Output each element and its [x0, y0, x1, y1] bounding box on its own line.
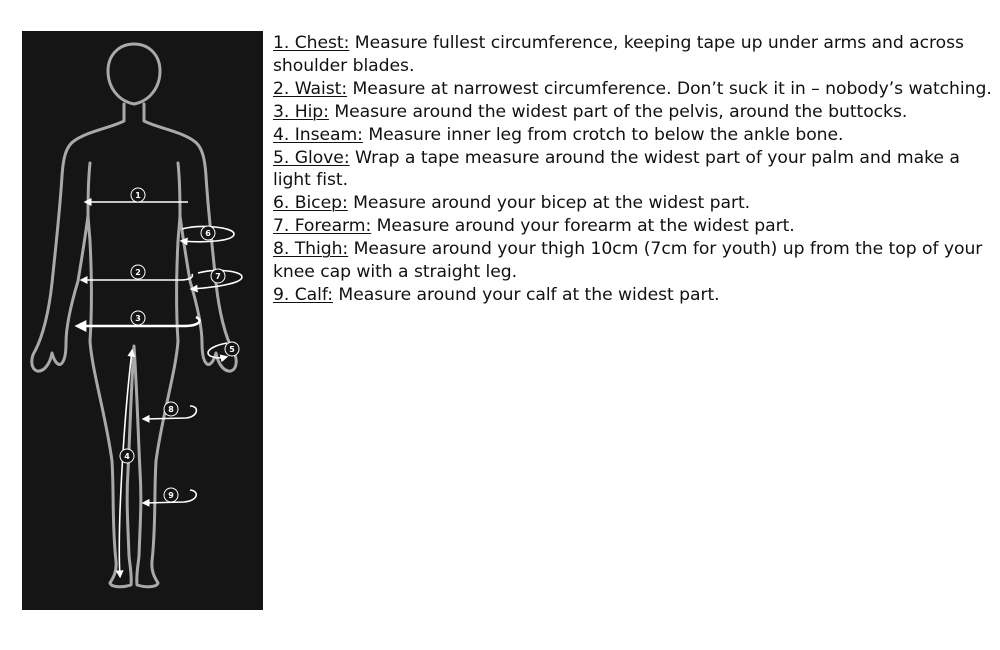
callout-calf — [164, 488, 178, 502]
instruction-label-thigh: 8. Thigh: — [273, 239, 349, 260]
instruction-label-chest: 1. Chest: — [273, 33, 350, 53]
instruction-calf — [273, 284, 993, 307]
callout-bicep — [201, 226, 215, 240]
instruction-thigh — [273, 238, 993, 284]
callout-forearm — [211, 269, 225, 283]
instruction-bicep — [273, 192, 993, 215]
instruction-label-waist: 2. Waist: — [273, 78, 348, 99]
instruction-glove — [273, 147, 993, 193]
callout-glove — [225, 342, 239, 356]
instruction-text-chest: Measure fullest circumference, keeping tape up under arms and across shoulder blades. — [273, 33, 964, 76]
callout-chest — [131, 188, 145, 202]
instruction-label-glove: 5. Glove: — [273, 147, 350, 168]
callout-hip — [131, 311, 145, 325]
callout-waist — [131, 265, 145, 279]
callout-number-waist: 2 — [135, 268, 141, 277]
instruction-forearm — [273, 215, 993, 238]
instruction-inseam — [273, 124, 993, 147]
instruction-hip — [273, 101, 993, 124]
callout-number-calf: 9 — [168, 491, 174, 500]
instruction-text-inseam: Measure inner leg from crotch to below the ankle bone. — [368, 124, 844, 145]
callout-number-bicep: 6 — [205, 229, 211, 238]
callout-number-hip: 3 — [135, 314, 141, 323]
callout-number-thigh: 8 — [168, 405, 174, 414]
measurement-instructions — [273, 32, 993, 307]
instruction-label-calf: 9. Calf: — [273, 284, 333, 305]
callout-number-forearm: 7 — [215, 272, 221, 281]
instruction-label-forearm: 7. Forearm: — [273, 216, 372, 237]
callout-thigh — [164, 402, 178, 416]
instruction-label-hip: 3. Hip: — [273, 101, 329, 122]
body-silhouette-svg — [22, 31, 263, 610]
instruction-text-thigh: Measure around your thigh 10cm (7cm for youth) up from the top of your knee cap with a straight leg. — [273, 239, 983, 283]
instruction-text-glove: Wrap a tape measure around the widest part of your palm and make a light fist. — [273, 147, 960, 191]
inseam-measure-line — [119, 351, 132, 576]
instruction-text-bicep: Measure around your bicep at the widest part. — [353, 193, 751, 214]
callout-number-chest: 1 — [135, 191, 141, 200]
callout-number-glove: 5 — [229, 345, 235, 354]
callout-number-inseam: 4 — [124, 452, 130, 461]
body-measurement-diagram — [22, 31, 263, 610]
instruction-label-bicep: 6. Bicep: — [273, 193, 348, 214]
callout-inseam — [120, 449, 134, 463]
instruction-text-calf: Measure around your calf at the widest part. — [338, 284, 720, 305]
instruction-text-hip: Measure around the widest part of the pelvis, around the buttocks. — [334, 101, 908, 122]
instruction-label-inseam: 4. Inseam: — [273, 124, 363, 145]
left-arm-inner-contour — [88, 163, 90, 216]
instruction-chest — [273, 32, 993, 78]
instruction-text-waist: Measure at narrowest circumference. Don’t suck it in – nobody’s watching. — [352, 78, 992, 99]
instruction-waist — [273, 78, 993, 101]
right-arm-inner-contour — [178, 163, 180, 216]
instruction-text-forearm: Measure around your forearm at the widest part. — [376, 216, 795, 237]
